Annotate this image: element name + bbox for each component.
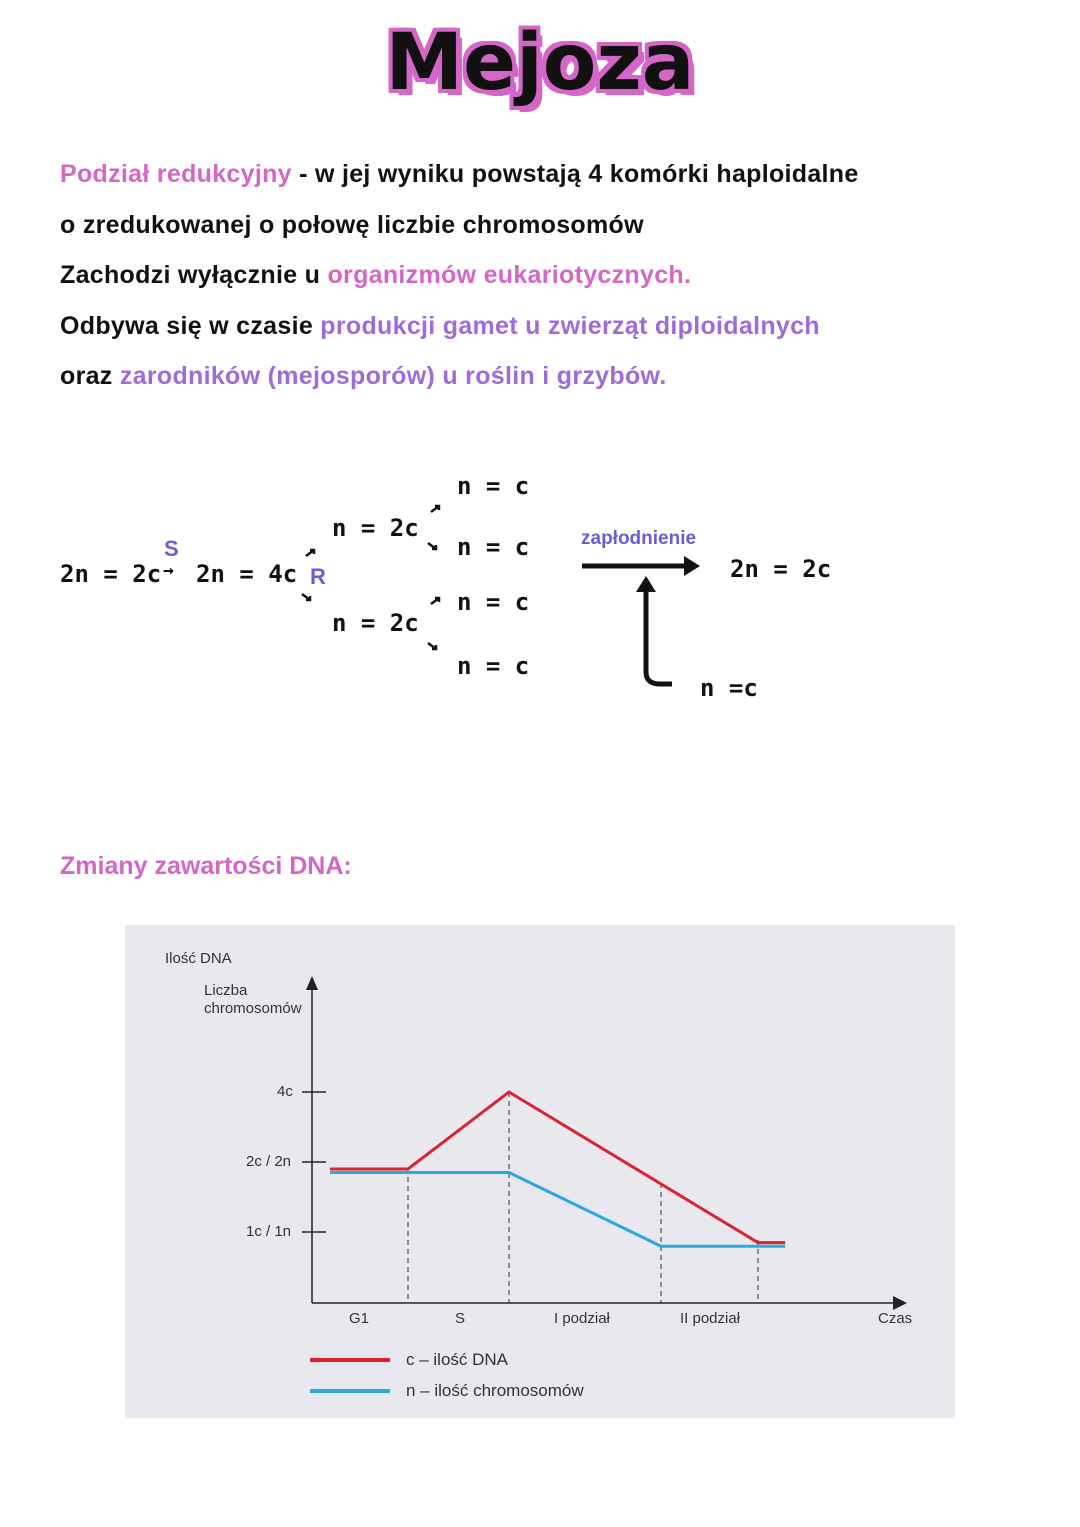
term-eukarionty: organizmów eukariotycznych.: [327, 261, 692, 289]
text: Odbywa się w czasie: [60, 312, 321, 340]
x-phase-label: II podział: [680, 1310, 741, 1327]
term-zarodniki: zarodników (mejosporów) u roślin i grzybów.: [119, 362, 667, 390]
diagram-gamete: n =c: [700, 674, 758, 702]
y-axis-label-dna: Ilość DNA: [165, 950, 232, 967]
y-tick-label: 2c / 2n: [246, 1153, 292, 1170]
label-r: R: [310, 564, 326, 589]
leaf: n = c: [457, 588, 530, 616]
x-phase-label: G1: [349, 1310, 370, 1327]
leaf: n = c: [457, 472, 530, 500]
x-phase-label: S: [455, 1310, 466, 1327]
y-axis-arrow-icon: [306, 976, 318, 990]
diagram-mid: 2n = 4c: [196, 560, 298, 588]
y-axis-label-chrom: Liczba chromosomów: [204, 982, 302, 1017]
page-title: Mejoza: [385, 18, 695, 108]
term-podzial-redukcyjny: Podział redukcyjny: [60, 160, 292, 188]
leaf: n = c: [457, 652, 530, 680]
branch-bottom: n = 2c: [332, 609, 419, 637]
label-zaplodnienie: zapłodnienie: [581, 528, 697, 549]
series-line-chromosomes: [330, 1173, 785, 1247]
branch-top: n = 2c: [332, 514, 419, 542]
y-tick-label: 1c / 1n: [246, 1223, 292, 1240]
y-tick-label: 4c: [277, 1083, 293, 1100]
text-line-2: o zredukowanej o połowę liczbie chromosomów: [60, 211, 644, 239]
section-heading: Zmiany zawartości DNA:: [60, 852, 352, 880]
arrow-icon: →: [163, 560, 174, 581]
x-axis-arrow-icon: [893, 1296, 907, 1310]
x-phase-label: I podział: [554, 1310, 610, 1327]
term-gamety: produkcji gamet u zwierząt diploidalnych: [320, 312, 820, 340]
text: - w jej wyniku powstają 4 komórki haploidalne: [291, 160, 859, 188]
text: oraz: [60, 362, 120, 390]
diagram-start: 2n = 2c: [60, 560, 162, 588]
legend-label-chrom: n – ilość chromosomów: [406, 1381, 584, 1400]
leaf: n = c: [457, 533, 530, 561]
legend-label-dna: c – ilość DNA: [406, 1350, 509, 1369]
label-s: S: [164, 536, 179, 561]
text: Zachodzi wyłącznie u: [60, 261, 328, 289]
series-line-dna: [330, 1092, 785, 1243]
x-axis-label: Czas: [878, 1310, 913, 1327]
diagram-result: 2n = 2c: [730, 555, 832, 583]
